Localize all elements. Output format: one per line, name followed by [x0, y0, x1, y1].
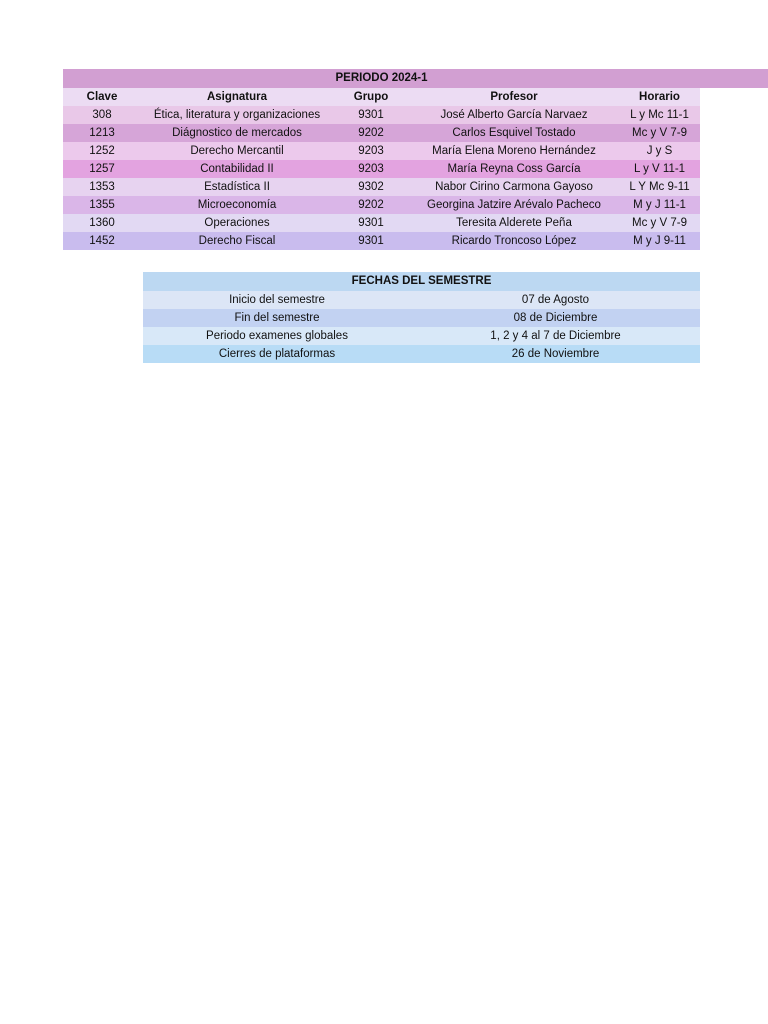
table-row	[63, 178, 700, 196]
cell-profesor: Nabor Cirino Carmona Gayoso	[435, 181, 593, 193]
cell-clave: 1452	[89, 235, 115, 247]
dates-title: FECHAS DEL SEMESTRE	[143, 272, 700, 291]
date-label: Inicio del semestre	[229, 294, 325, 306]
cell-horario: L y V 11-1	[633, 163, 686, 175]
table-row	[63, 106, 700, 124]
header-profesor: Profesor	[409, 88, 619, 106]
table-row	[143, 345, 700, 363]
date-label: Fin del semestre	[234, 312, 320, 324]
date-label: Periodo examenes globales	[206, 330, 348, 342]
cell-profesor: José Alberto García Narvaez	[440, 109, 588, 121]
header-clave: Clave	[63, 88, 141, 106]
schedule-title: PERIODO 2024-1	[335, 72, 428, 84]
cell-grupo: 9202	[358, 199, 384, 211]
cell-asignatura: Ética, literatura y organizaciones	[153, 109, 321, 121]
schedule-header-row	[63, 88, 700, 106]
cell-grupo: 9302	[358, 181, 384, 193]
table-row	[63, 232, 700, 250]
date-value: 08 de Diciembre	[513, 312, 598, 324]
cell-clave: 1252	[89, 145, 115, 157]
cell-horario: L Y Mc 9-11	[629, 181, 690, 193]
cell-asignatura: Estadística II	[204, 181, 270, 193]
cell-asignatura: Operaciones	[204, 217, 270, 229]
cell-grupo: 9203	[358, 163, 384, 175]
cell-profesor: María Reyna Coss García	[447, 163, 581, 175]
cell-horario: M y J 9-11	[633, 235, 686, 247]
cell-asignatura: Derecho Fiscal	[198, 235, 276, 247]
cell-clave: 1360	[89, 217, 115, 229]
cell-grupo: 9203	[358, 145, 384, 157]
cell-clave: 1355	[89, 199, 115, 211]
schedule-table	[63, 69, 700, 250]
cell-profesor: Teresita Alderete Peña	[456, 217, 572, 229]
cell-asignatura: Contabilidad II	[200, 163, 274, 175]
cell-profesor: Ricardo Troncoso López	[451, 235, 577, 247]
cell-clave: 1257	[89, 163, 115, 175]
date-value: 07 de Agosto	[521, 294, 590, 306]
schedule-title-row	[63, 69, 700, 88]
cell-clave: 1353	[89, 181, 115, 193]
table-row	[63, 196, 700, 214]
cell-profesor: Georgina Jatzire Arévalo Pacheco	[427, 199, 601, 211]
cell-asignatura: Microeconomía	[197, 199, 277, 211]
header-grupo: Grupo	[333, 88, 409, 106]
cell-clave: 1213	[89, 127, 115, 139]
cell-grupo: 9202	[358, 127, 384, 139]
header-horario: Horario	[619, 88, 700, 106]
cell-horario: M y J 11-1	[633, 199, 686, 211]
date-value: 1, 2 y 4 al 7 de Diciembre	[490, 330, 621, 342]
table-row	[63, 142, 700, 160]
dates-title-row	[143, 272, 700, 291]
cell-asignatura: Derecho Mercantil	[190, 145, 284, 157]
date-value: 26 de Noviembre	[511, 348, 600, 360]
date-label: Cierres de plataformas	[218, 348, 336, 360]
cell-profesor: María Elena Moreno Hernández	[432, 145, 596, 157]
cell-horario: L y Mc 11-1	[630, 109, 689, 121]
cell-grupo: 9301	[358, 109, 384, 121]
cell-profesor: Carlos Esquivel Tostado	[452, 127, 576, 139]
table-row	[143, 291, 700, 309]
cell-horario: Mc y V 7-9	[632, 127, 687, 139]
cell-grupo: 9301	[358, 217, 384, 229]
table-row	[143, 309, 700, 327]
cell-horario: Mc y V 7-9	[632, 217, 687, 229]
table-row	[63, 214, 700, 232]
header-asignatura: Asignatura	[141, 88, 333, 106]
table-row	[63, 160, 700, 178]
table-row	[143, 327, 700, 345]
semester-dates-table	[143, 272, 700, 363]
cell-asignatura: Diágnostico de mercados	[172, 127, 302, 139]
cell-grupo: 9301	[358, 235, 384, 247]
table-row	[63, 124, 700, 142]
cell-clave: 308	[92, 109, 112, 121]
cell-horario: J y S	[646, 145, 673, 157]
